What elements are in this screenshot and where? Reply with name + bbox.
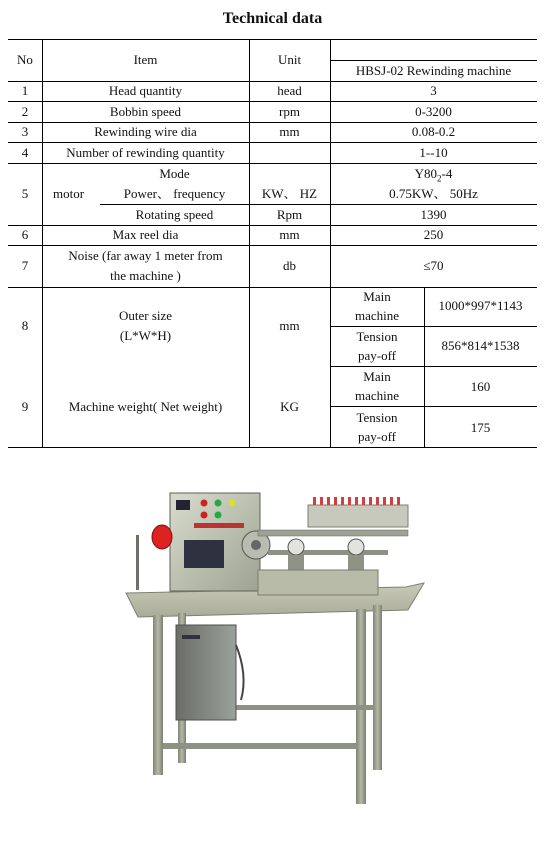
row-2-item: Bobbin speed xyxy=(109,104,182,119)
row-5-no: 5 xyxy=(21,186,29,201)
row-7-item-line2: the machine ) xyxy=(110,268,181,283)
table-rule xyxy=(42,39,43,447)
row-7-value: ≤70 xyxy=(423,258,444,273)
table-rule xyxy=(100,204,537,205)
header-item: Item xyxy=(133,52,158,67)
page-title: Technical data xyxy=(222,10,323,27)
row-8-item-line1: Outer size xyxy=(118,308,173,323)
table-rule xyxy=(8,287,537,288)
table-rule xyxy=(8,142,537,143)
row-1-value: 3 xyxy=(430,83,437,98)
table-rule xyxy=(8,122,537,123)
row-1-unit: head xyxy=(277,83,302,98)
table-rule xyxy=(330,406,537,407)
row-6-value: 250 xyxy=(423,227,444,242)
row-5-speed-label: Rotating speed xyxy=(135,207,214,222)
machine-photo xyxy=(108,475,436,805)
row-8-main-label-1: Main xyxy=(363,289,391,304)
row-5-mode-label: Mode xyxy=(159,166,190,181)
row-2-no: 2 xyxy=(21,104,29,119)
header-no: No xyxy=(17,52,33,67)
row-6-item: Max reel dia xyxy=(112,227,179,242)
table-rule xyxy=(249,39,250,447)
row-9-unit: KG xyxy=(280,399,299,414)
row-5-power-unit: KW、 HZ xyxy=(261,186,318,201)
row-8-tension-label-2: pay-off xyxy=(357,348,397,363)
row-9-no: 9 xyxy=(21,399,29,414)
header-unit: Unit xyxy=(277,52,302,67)
row-7-no: 7 xyxy=(21,258,29,273)
table-rule xyxy=(8,447,537,448)
row-9-tension-label-1: Tension xyxy=(356,410,398,425)
row-2-value: 0-3200 xyxy=(415,104,452,119)
table-rule xyxy=(330,39,331,447)
row-9-main-label-2: machine xyxy=(354,388,400,403)
table-rule xyxy=(330,60,537,61)
row-8-main-value: 1000*997*1143 xyxy=(438,298,523,313)
row-3-item: Rewinding wire dia xyxy=(94,124,197,139)
row-5-group: motor xyxy=(53,186,85,201)
row-8-tension-value: 856*814*1538 xyxy=(441,338,520,353)
table-rule xyxy=(8,225,537,226)
row-4-value: 1--10 xyxy=(419,145,448,160)
row-6-no: 6 xyxy=(21,227,29,242)
row-9-item: Machine weight( Net weight) xyxy=(68,399,223,414)
row-8-unit: mm xyxy=(279,318,300,333)
row-8-main-label-2: machine xyxy=(354,308,400,323)
row-6-unit: mm xyxy=(279,227,300,242)
table-rule xyxy=(330,326,537,327)
row-3-value: 0.08-0.2 xyxy=(411,124,456,139)
table-rule xyxy=(8,163,537,164)
row-8-item-line2: (L*W*H) xyxy=(119,328,172,343)
row-5-power-label: Power、 frequency xyxy=(123,186,226,201)
row-5-power-value: 0.75KW、 50Hz xyxy=(389,186,478,201)
row-1-no: 1 xyxy=(21,83,29,98)
row-5-mode-value: $Y80_2-4$ xyxy=(414,166,453,184)
row-5-speed-value: 1390 xyxy=(420,207,447,222)
row-7-unit: db xyxy=(283,258,296,273)
row-2-unit: rpm xyxy=(279,104,300,119)
row-9-tension-value: 175 xyxy=(470,420,491,435)
row-9-main-label-1: Main xyxy=(363,369,391,384)
row-9-main-value: 160 xyxy=(470,379,491,394)
machine-illustration xyxy=(108,475,436,805)
row-1-item: Head quantity xyxy=(108,83,183,98)
table-rule xyxy=(8,81,537,82)
row-3-unit: mm xyxy=(279,124,300,139)
row-7-item-line1: Noise (far away 1 meter from xyxy=(68,248,223,263)
table-rule xyxy=(8,245,537,246)
row-4-item: Number of rewinding quantity xyxy=(66,145,225,160)
row-8-tension-label-1: Tension xyxy=(356,329,398,344)
row-8-no: 8 xyxy=(21,318,29,333)
row-5-speed-unit: Rpm xyxy=(276,207,303,222)
row-4-no: 4 xyxy=(21,145,29,160)
row-3-no: 3 xyxy=(21,124,29,139)
table-rule xyxy=(8,101,537,102)
table-rule xyxy=(8,39,537,40)
row-9-tension-label-2: pay-off xyxy=(357,429,397,444)
table-rule xyxy=(330,366,537,367)
header-model: HBSJ-02 Rewinding machine xyxy=(355,63,512,78)
